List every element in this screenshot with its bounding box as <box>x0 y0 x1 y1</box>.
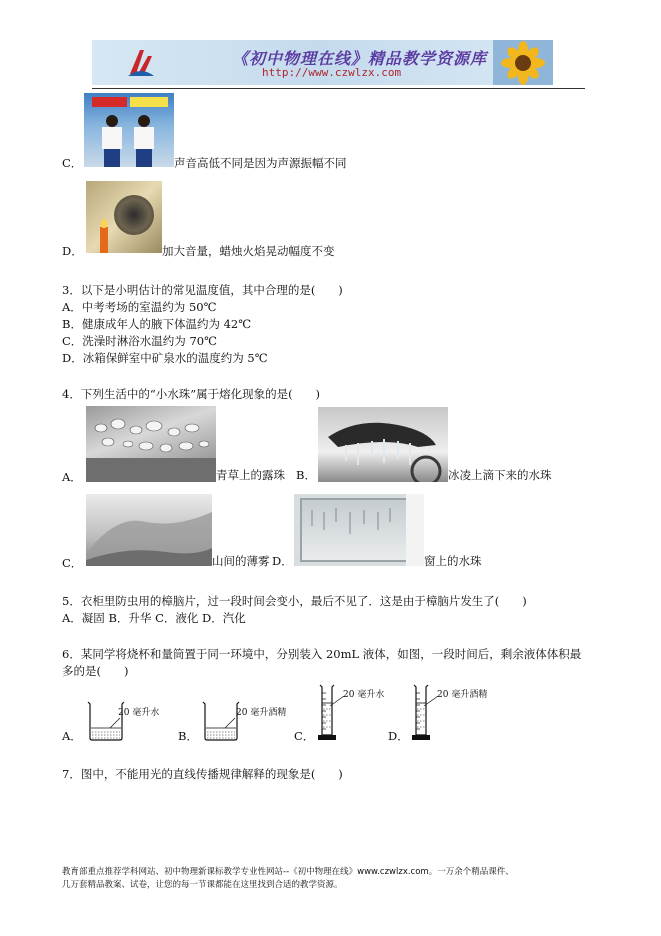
q6-option-c-label: C． <box>294 729 315 743</box>
q6-stem-line2: 多的是( ) <box>62 664 129 678</box>
q4-option-d-text: 窗上的水珠 <box>424 554 482 568</box>
header-rule <box>92 88 585 89</box>
banner-title: 《初中物理在线》精品教学资源库 <box>232 49 488 68</box>
cylinder-water-figure <box>316 683 338 743</box>
window-water-drops-photo <box>294 494 424 566</box>
q3-option-a: A．中考考场的室温约为 50℃ <box>62 300 217 314</box>
q4-option-d-label: D． <box>272 554 293 568</box>
site-logo-icon <box>126 46 156 78</box>
q6-option-d-label: D． <box>388 729 409 743</box>
q4-option-c-text: 山间的薄雾 <box>212 554 270 568</box>
q3-option-d: D．冰箱保鲜室中矿泉水的温度约为 5℃ <box>62 351 268 365</box>
q6-option-b-label: B． <box>178 729 198 743</box>
q2-option-d-label: D． <box>62 244 83 258</box>
q3-stem: 3．以下是小明估计的常见温度值，其中合理的是( ) <box>62 283 343 297</box>
cylinder-alcohol-label: 20 毫升酒精 <box>437 690 488 700</box>
beaker-alcohol-label: 20 毫升酒精 <box>236 708 287 718</box>
q3-option-c: C．洗澡时淋浴水温约为 70℃ <box>62 334 217 348</box>
q4-stem: 4．下列生活中的“小水珠”属于熔化现象的是( ) <box>62 387 321 401</box>
mountain-fog-photo <box>86 494 212 566</box>
q4-option-c-label: C． <box>62 556 83 570</box>
banner-url[interactable]: http://www.czwlzx.com <box>262 66 402 79</box>
footer-line1: 教育部重点推荐学科网站、初中物理新课标教学专业性网站--《初中物理在线》www.czwlzx.com。一万余个精品课件、 <box>62 867 514 877</box>
icicles-bicycle-photo <box>318 407 448 482</box>
q2-option-c-label: C． <box>62 156 83 170</box>
sunflower-icon <box>493 40 553 85</box>
q5-stem: 5．衣柜里防虫用的樟脑片，过一段时间会变小，最后不见了．这是由于樟脑片发生了( ) <box>62 594 527 608</box>
beaker-water-label: 20 毫升水 <box>118 708 160 718</box>
footer-line2: 几万套精品教案、试卷，让您的每一节课都能在这里找到合适的教学资源。 <box>62 880 343 890</box>
cylinder-alcohol-figure <box>410 683 432 743</box>
dew-on-grass-photo <box>86 406 216 482</box>
beaker-alcohol-figure <box>201 700 241 742</box>
q2-option-c-text: 声音高低不同是因为声源振幅不同 <box>174 156 347 170</box>
cylinder-water-pointer <box>330 696 344 706</box>
q4-option-a-text: 青草上的露珠 <box>216 468 285 482</box>
q4-option-a-label: A． <box>62 470 82 484</box>
stage-singers-photo <box>84 93 174 167</box>
cylinder-water-label: 20 毫升水 <box>343 690 385 700</box>
q7-stem: 7．图中，不能用光的直线传播规律解释的现象是( ) <box>62 767 343 781</box>
q3-option-b: B．健康成年人的腋下体温约为 42℃ <box>62 317 252 331</box>
speaker-candle-photo <box>86 181 162 253</box>
q6-stem-line1: 6．某同学将烧杯和量筒置于同一环境中，分别装入 20mL 液体，如图，一段时间后，剩余液体体积最 <box>62 647 582 661</box>
q4-option-b-text: 冰凌上滴下来的水珠 <box>448 468 552 482</box>
q4-option-b-label: B． <box>296 468 316 482</box>
q5-options: A．凝固 B．升华 C．液化 D．汽化 <box>62 611 246 625</box>
q6-option-a-label: A． <box>62 729 82 743</box>
cylinder-alcohol-pointer <box>424 696 438 706</box>
header-banner <box>92 40 553 85</box>
q2-option-d-text: 加大音量，蜡烛火焰晃动幅度不变 <box>162 244 335 258</box>
